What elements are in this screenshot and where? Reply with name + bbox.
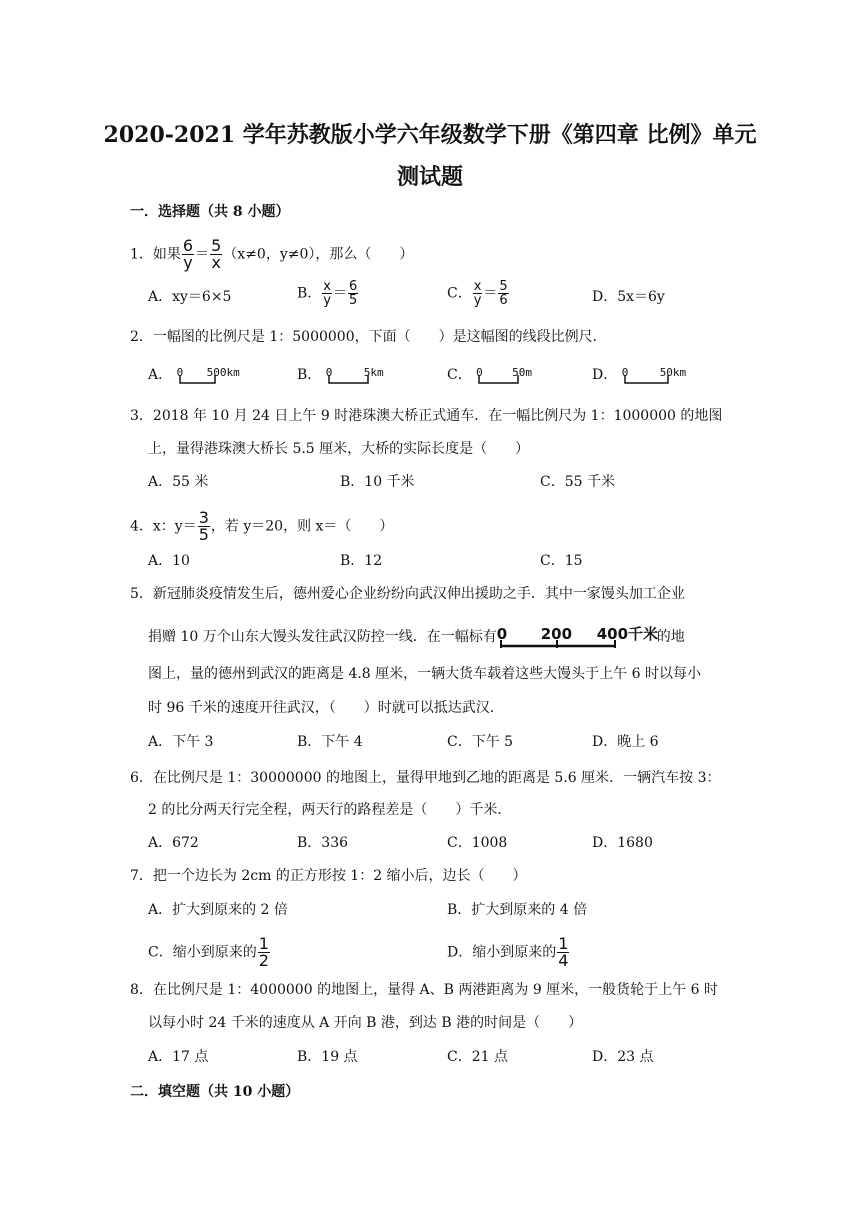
q5-option-b: B．下午 4 [297,734,363,750]
title-line-2: 测试题 [396,164,463,190]
q8-option-d: D．23 点 [592,1049,654,1065]
q1-option-c: C． $\frac{x}{y}$ ＝ $\frac{5}{6}$ [447,279,508,308]
question-3-line-1: 3．2018 年 10 月 24 日上午 9 时港珠澳大桥正式通车．在一幅比例尺为 1：1000000 的地图 [130,408,723,424]
q2-option-a: A． 0 500km [148,365,257,385]
q6-option-b: B．336 [297,835,349,851]
question-8-line-1: 8．在比例尺是 1：4000000 的地图上，量得 A、B 两港距离为 9 厘米，一般货轮于上午 6 时 [130,982,718,998]
q1-option-b: B． $\frac{x}{y}$ ＝ $\frac{6}{5}$ [297,279,358,308]
q3-option-b: B．10 千米 [340,474,415,490]
fraction: $\frac{1}{4}$ [558,934,569,970]
question-5-line-2: 捐赠 10 万个山东大馒头发往武汉防控一线．在一幅标有 0 200 400千米 的地 [148,624,685,650]
question-6-line-1: 6．在比例尺是 1：30000000 的地图上，量得甲地到乙地的距离是 5.6 厘米．一辆汽车按 3： [130,770,721,786]
scale-bar-icon: 0 500km [177,365,257,385]
question-8-line-2: 以每小时 24 千米的速度从 A 开向 B 港，到达 B 港的时间是（ ） [148,1015,583,1031]
question-2: 2．一幅图的比例尺是 1：5000000，下面（ ）是这幅图的线段比例尺． [130,329,607,345]
q3-option-c: C．55 千米 [540,474,615,490]
fraction: $\frac{6}{y}$ [182,236,194,272]
q4-option-c: C．15 [540,553,583,569]
section-heading-choice: 一．选择题（共 8 小题） [130,204,290,220]
scale-bar-graphic: 0 200 400千米 [497,624,657,650]
q1-option-d: D．5x＝6y [592,289,665,305]
fraction: $\frac{5}{6}$ [499,279,508,308]
q6-option-a: A．672 [148,835,199,851]
question-5-line-4: 时 96 千米的速度开往武汉，（ ）时就可以抵达武汉． [148,700,504,716]
question-5-line-1: 5．新冠肺炎疫情发生后，德州爱心企业纷纷向武汉伸出援助之手．其中一家馒头加工企业 [130,586,685,602]
q5-option-a: A．下午 3 [148,734,214,750]
q7-option-c: C．缩小到原来的 $\frac{1}{2}$ [148,934,269,970]
fraction: $\frac{1}{2}$ [258,934,269,970]
q1-option-a: A．xy＝6×5 [148,289,232,305]
q8-option-c: C．21 点 [447,1049,508,1065]
question-7: 7．把一个边长为 2cm 的正方形按 1：2 缩小后，边长（ ） [130,868,527,884]
question-1: 1．如果 $\frac{6}{y}$ ＝ $\frac{5}{x}$ （x≠0，y≠0），那么（ ） [130,236,414,272]
q8-option-b: B．19 点 [297,1049,358,1065]
q5-option-d: D．晚上 6 [592,734,659,750]
q4-option-a: A．10 [148,553,190,569]
q7-option-b: B．扩大到原来的 4 倍 [447,902,588,918]
q7-option-d: D．缩小到原来的 $\frac{1}{4}$ [447,934,569,970]
q2-option-c: C． 0 50m [447,365,546,385]
question-6-line-2: 2 的比分两天行完全程，两天行的路程差是（ ）千米． [148,802,512,818]
q2-option-d: D． 0 50km [592,365,702,385]
q2-option-b: B． 0 5km [297,365,396,385]
title-line-1: 2020-2021 学年苏教版小学六年级数学下册《第四章 比例》单元 [103,122,757,148]
q7-option-a: A．扩大到原来的 2 倍 [148,902,288,918]
question-4: 4．x：y＝ $\frac{3}{5}$ ，若 y＝20，则 x＝（ ） [130,508,394,544]
question-3-line-2: 上，量得港珠澳大桥长 5.5 厘米，大桥的实际长度是（ ） [148,441,530,457]
fraction: $\frac{x}{y}$ [473,279,482,308]
fraction: $\frac{x}{y}$ [323,279,331,308]
q4-option-b: B．12 [340,553,383,569]
scale-bar-icon: 0 5km [326,365,396,385]
q3-option-a: A．55 米 [148,474,209,490]
q6-option-d: D．1680 [592,835,653,851]
scale-bar-icon: 0 50km [622,365,702,385]
q5-option-c: C．下午 5 [447,734,514,750]
fraction: $\frac{3}{5}$ [198,508,209,544]
fraction: $\frac{5}{x}$ [211,236,222,272]
q6-option-c: C．1008 [447,835,508,851]
scale-bar-icon: 0 50m [476,365,546,385]
section-heading-fill: 二．填空题（共 10 小题） [130,1084,300,1100]
q8-option-a: A．17 点 [148,1049,209,1065]
question-5-line-3: 图上，量的德州到武汉的距离是 4.8 厘米，一辆大货车载着这些大馒头于上午 6 时以每小 [148,666,701,682]
fraction: $\frac{6}{5}$ [349,279,358,308]
